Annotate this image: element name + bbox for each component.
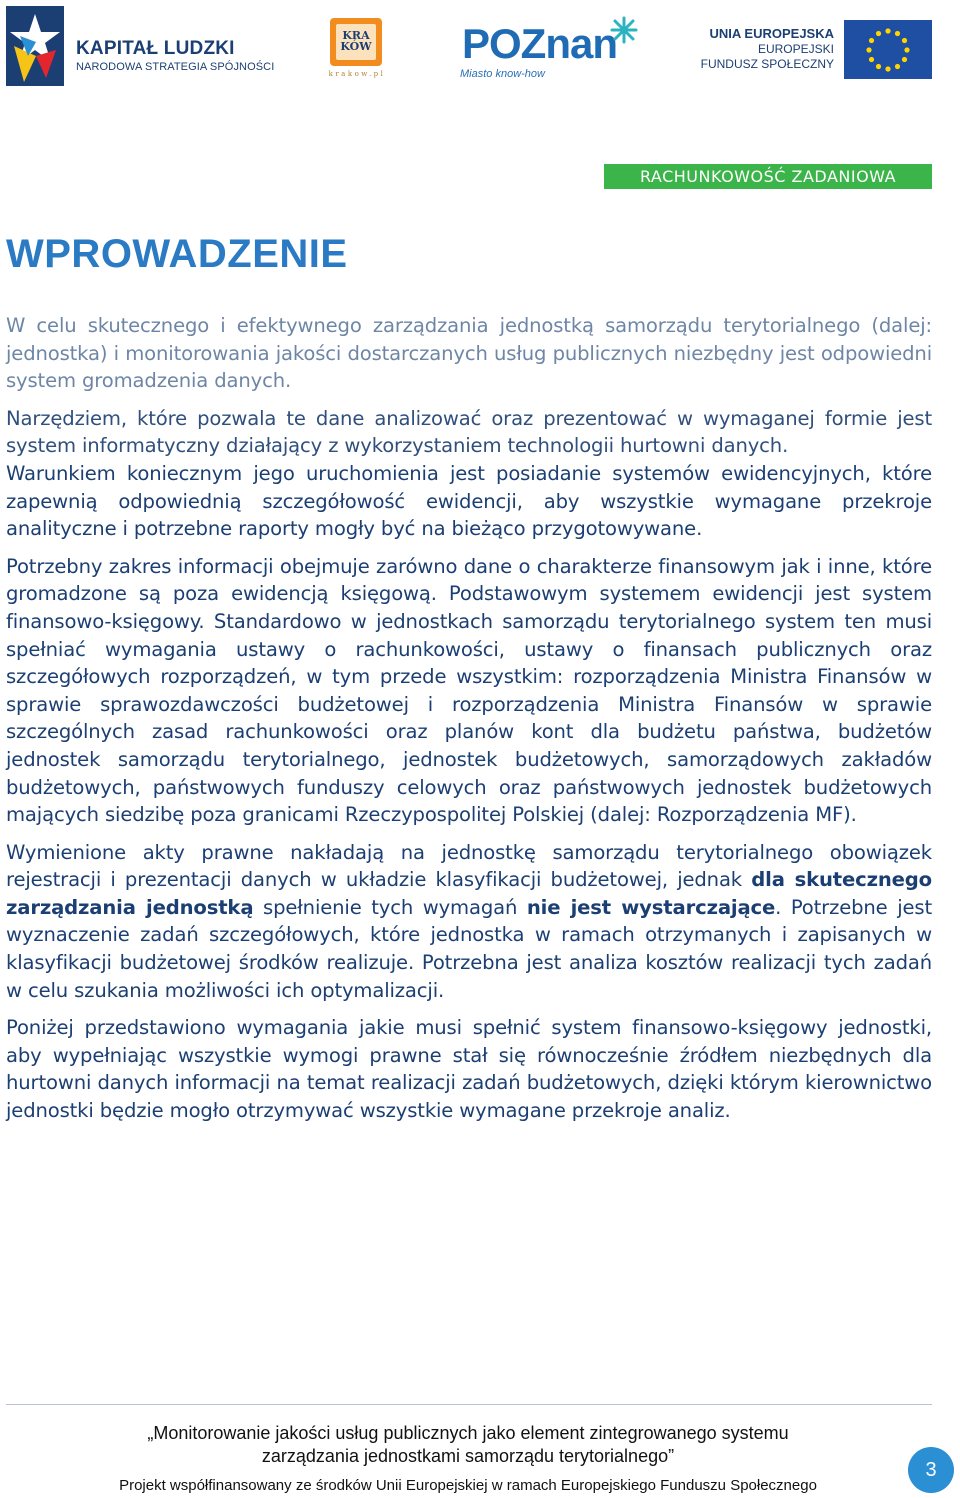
eu-flag-icon [844, 20, 932, 79]
paragraph-requirements-text-3: . Potrzebne jest wyznaczenie zadań szczegółowych, które jednostka w ramach otrzymanych i zapisanych w klasyfikacji budżetowej środków realizuje. Potrzebna jest analiza kosztów realizacji tych zadań w celu szukania możliwości ich optymalizacji. [6, 895, 932, 1002]
eu-logo [700, 20, 932, 80]
paragraph-condition: Warunkiem koniecznym jego uruchomienia jest posiadanie systemów ewidencyjnych, które zapewnią odpowiednią szczegółowość ewidencji, aby wszystkie wymagane przekroje analityczne i potrzebne raporty mogły być na bieżąco przygotowywane. [6, 461, 932, 541]
body-text [6, 312, 932, 1135]
paragraph-requirements-bold-1: dla skutecznego zarządzania jednostką [6, 868, 932, 919]
kapital-ludzki-title: KAPITAŁ LUDZKI [76, 38, 235, 59]
footer-title-line-1: „Monitorowanie jakości usług publicznych jako element zintegrowanego systemu [147, 1423, 789, 1443]
footer-funding-note: Projekt współfinansowany ze środków Unii Europejskiej w ramach Europejskiego Funduszu Społecznego [119, 1477, 817, 1494]
section-tag: RACHUNKOWOŚĆ ZADANIOWA [604, 164, 932, 189]
footer-title-line-2: zarządzania jednostkami samorządu terytorialnego” [261, 1446, 675, 1466]
paragraph-scope: Potrzebny zakres informacji obejmuje zarówno dane o charakterze finansowym jak i inne, które gromadzone są poza ewidencją księgową. Podstawowym systemem ewidencji jest system finansowo-księgowy. Standardowo w jednostkach samorządu terytorialnego system ten musi spełniać wymagania ustawy o rachunkowości, ustawy o finansach publicznych oraz szczegółowych rozporządzeń, w tym przede wszystkim: rozporządzenia Ministra Finansów w sprawie sprawozdawczości budżetowej i rozporządzenia Ministra Finansów w sprawie szczególnych zasad rachunkowości oraz planów kont dla budżetu państwa, budżetów jednostek samorządu terytorialnego, jednostek budżetowych, samorządowych zakładów budżetowych, państwowych funduszy celowych oraz państwowych jednostek budżetowych mających siedzibę poza granicami Rzeczypospolitej Polskiej (dalej: Rozporządzenia MF). [6, 554, 932, 827]
paragraph-tool: Narzędziem, które pozwala te dane analizować oraz prezentować w wymaganej formie jest system informatyczny działający z wykorzystaniem technologii hurtowni danych. [6, 406, 932, 458]
page-number-badge: 3 [908, 1447, 954, 1493]
krakow-logo [328, 18, 386, 80]
footer-project-title [70, 1422, 866, 1468]
eu-fund-label-2: FUNDUSZ SPOŁECZNY [700, 57, 834, 71]
paragraph-intro: W celu skutecznego i efektywnego zarządzania jednostką samorządu terytorialnego (dalej: jednostka) i monitorowania jakości dostarczanych usług publicznych niezbędny jest odpowiedni system gromadzenia danych. [6, 314, 932, 393]
paragraph-summary: Poniżej przedstawiono wymagania jakie musi spełnić system finansowo-księgowy jednostki, aby wypełniając wszystkie wymogi prawne stał się równocześnie źródłem niezbędnych dla hurtowni danych informacji na temat realizacji zadań budżetowych, dzięki którym kierownictwo jednostki będzie mogło otrzymywać wszystkie wymagane przekroje analiz. [6, 1016, 932, 1123]
poznan-wordmark: POZnan [462, 20, 618, 67]
poznan-logo [458, 16, 648, 84]
paragraph-requirements-bold-2: nie jest wystarczające [526, 895, 776, 919]
krakow-mark: KRA KÓW [340, 29, 372, 53]
eu-fund-label-1: EUROPEJSKI [757, 42, 834, 56]
krakow-url: krakow.pl [328, 70, 386, 78]
kapital-ludzki-subtitle: NARODOWA STRATEGIA SPÓJNOŚCI [76, 61, 275, 73]
kapital-ludzki-logo [6, 6, 275, 88]
poznan-slogan: Miasto know-how [460, 68, 545, 80]
eu-union-label: UNIA EUROPEJSKA [709, 26, 834, 41]
page-title: WPROWADZENIE [6, 232, 348, 276]
paragraph-requirements-text-1: Wymienione akty prawne nakładają na jednostkę samorządu terytorialnego obowiązek rejestracji i prezentacji danych w układzie klasyfikacji budżetowej, jednak [6, 840, 932, 892]
paragraph-requirements [6, 839, 932, 1005]
kapital-ludzki-star-icon [6, 6, 64, 86]
paragraph-requirements-text-2: spełnienie tych wymagań [253, 895, 527, 919]
poznan-star-icon [610, 16, 638, 44]
footer-divider [6, 1404, 932, 1405]
